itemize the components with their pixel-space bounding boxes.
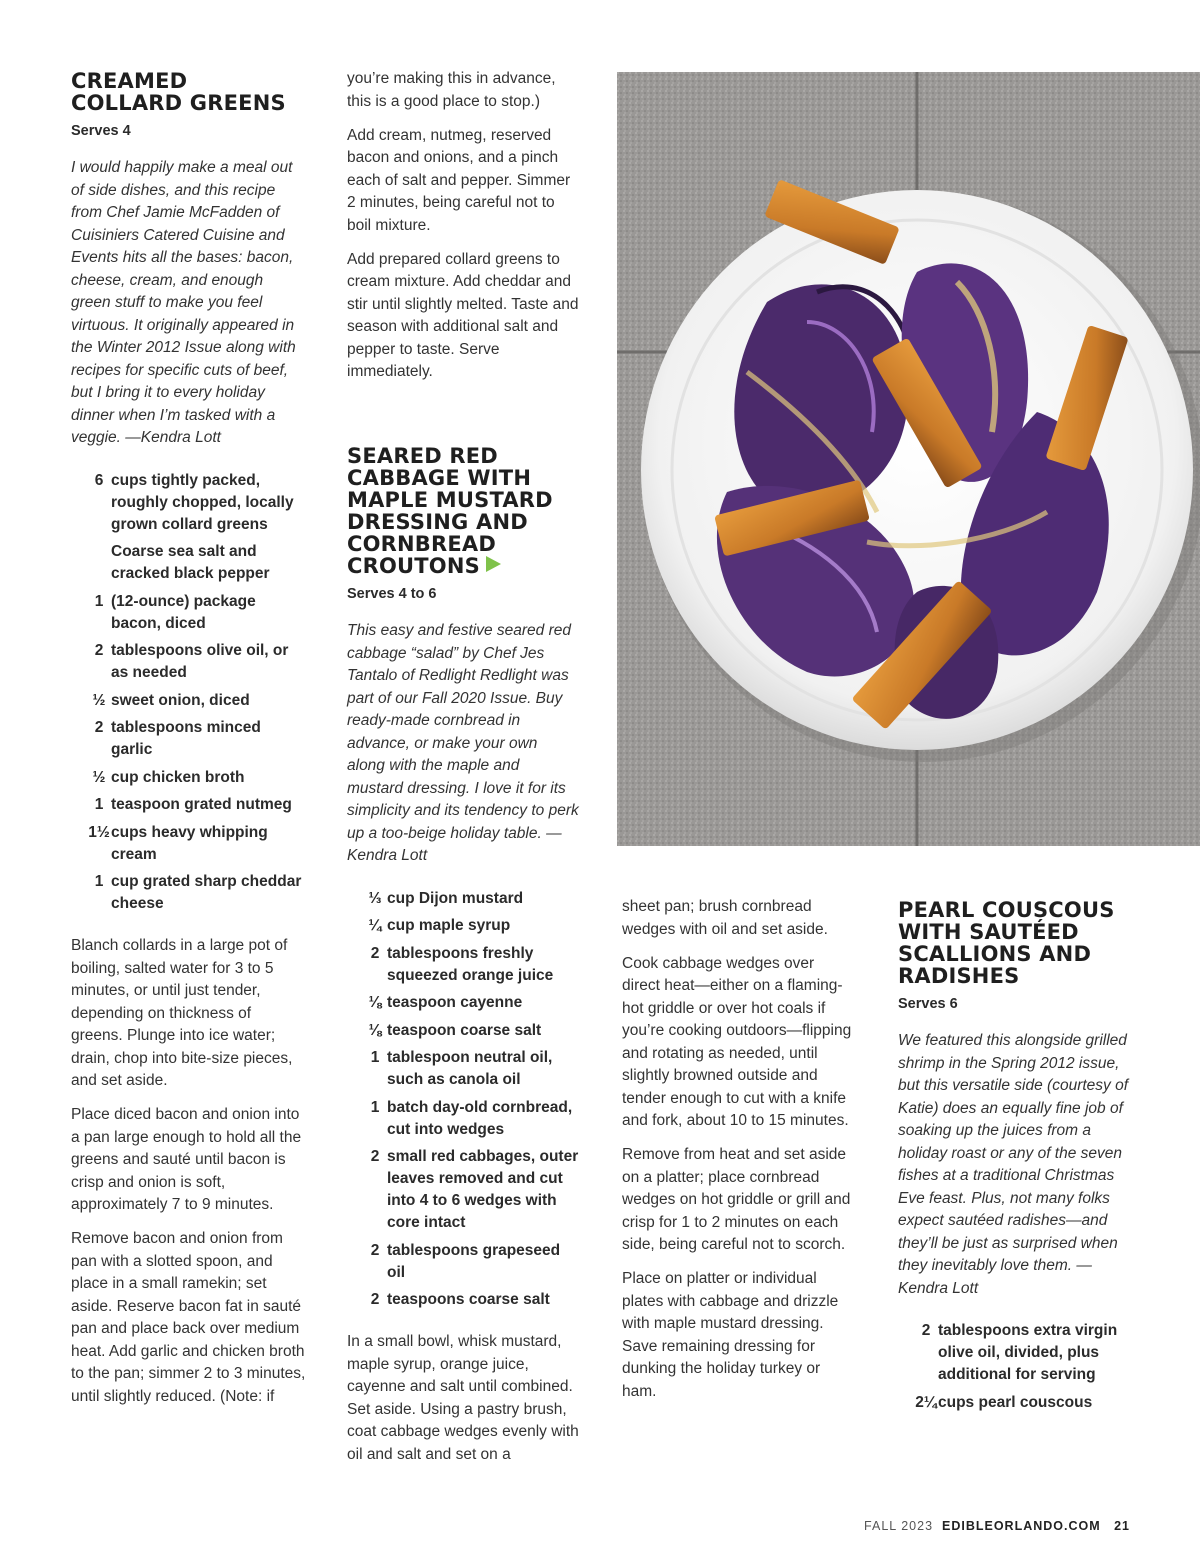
ingredient-text: tablespoons minced garlic bbox=[111, 719, 261, 758]
ingredient-text: teaspoons coarse salt bbox=[387, 1291, 550, 1308]
ingredient-item bbox=[71, 470, 306, 536]
ingredient-quantity: 6 bbox=[94, 471, 104, 489]
ingredient-item bbox=[71, 822, 306, 866]
ingredient-text: sweet onion, diced bbox=[111, 691, 250, 709]
ingredient-quantity: 2 bbox=[921, 1322, 931, 1339]
ingredient-item bbox=[347, 1289, 579, 1311]
serves-label: Serves 4 bbox=[71, 123, 131, 139]
column-three bbox=[622, 896, 854, 1415]
instruction-paragraph: Remove bacon and onion from pan with a slotted spoon, and place in a small ramekin; set aside. Reserve bacon fat in sauté pan and place back over medium heat. Add garlic and chicken broth to the pan; simmer 2 to 3 minutes, until slightly reduced. (Note: if bbox=[71, 1230, 306, 1405]
ingredient-quantity: 2 bbox=[94, 642, 104, 659]
ingredient-quantity: 2¼ bbox=[915, 1393, 937, 1411]
instruction-paragraph: Blanch collards in a large pot of boiling, salted water for 3 to 5 minutes, or until just tender, depending on thickness of greens. Plunge into ice water; drain, chop into bite-size pieces, and set aside. bbox=[71, 937, 293, 1089]
instruction-paragraph: Add cream, nutmeg, reserved bacon and onions, and a pinch each of salt and pepper. Simmer 2 minutes, being careful not to boil mixture. bbox=[347, 126, 571, 234]
ingredient-text: cups heavy whipping cream bbox=[111, 823, 268, 863]
ingredient-item bbox=[347, 992, 579, 1014]
recipe-title: PEARL COUSCOUS WITH SAUTÉED SCALLIONS AND RADISHES bbox=[898, 898, 1115, 988]
site-label: EDIBLEORLANDO.COM bbox=[942, 1519, 1101, 1533]
ingredient-quantity: 1 bbox=[94, 796, 104, 813]
ingredient-text: tablespoons freshly squeezed orange juice bbox=[387, 944, 554, 984]
issue-label: FALL 2023 bbox=[864, 1519, 934, 1533]
recipe-steps bbox=[347, 1331, 579, 1466]
ingredient-text: tablespoon neutral oil, such as canola oil bbox=[387, 1049, 553, 1088]
ingredient-item bbox=[347, 1146, 579, 1234]
play-arrow-icon bbox=[486, 556, 501, 572]
ingredient-item bbox=[898, 1320, 1136, 1386]
ingredient-text: tablespoons grapeseed oil bbox=[387, 1241, 561, 1281]
instruction-paragraph: In a small bowl, whisk mustard, maple syrup, orange juice, cayenne and salt until combined. Set aside. Using a pastry brush, coat cabbage wedges evenly with oil and salt and set on a bbox=[347, 1333, 579, 1463]
ingredient-text: cup Dijon mustard bbox=[387, 889, 524, 907]
recipe-steps bbox=[71, 935, 306, 1408]
ingredient-item bbox=[347, 943, 579, 987]
ingredient-item bbox=[347, 1240, 579, 1284]
ingredient-quantity: 1 bbox=[370, 1049, 380, 1066]
ingredient-quantity: ⅓ bbox=[368, 889, 382, 907]
recipe-intro: We featured this alongside grilled shrimp in the Spring 2012 issue, but this versatile side (courtesy of Katie) does an equally fine job of soaking up the juices from a holiday roast or any of the seven fishes at a traditional Christmas Eve feast. Plus, not many folks expect sautéed radishes—and they’ll be just as surprised when they inevitably love them. —Kendra Lott bbox=[898, 1032, 1129, 1297]
recipe-creamed-collard-greens bbox=[71, 70, 306, 1420]
ingredient-quantity: 2 bbox=[94, 719, 104, 736]
ingredient-text: (12-ounce) package bacon, diced bbox=[111, 592, 256, 632]
recipe-steps-continued bbox=[622, 896, 854, 1403]
ingredient-quantity: ⅛ bbox=[368, 1021, 382, 1039]
ingredient-item bbox=[347, 1020, 579, 1042]
ingredient-text: teaspoon grated nutmeg bbox=[111, 796, 292, 813]
ingredient-text: teaspoon cayenne bbox=[387, 994, 523, 1011]
ingredient-item bbox=[347, 1047, 579, 1091]
ingredient-item bbox=[347, 888, 579, 910]
instruction-paragraph: Add prepared collard greens to cream mixture. Add cheddar and stir until slightly melted. Taste and season with additional salt and pepper to taste. Serve immediately. bbox=[347, 250, 579, 380]
ingredient-quantity bbox=[71, 541, 111, 585]
ingredient-text: cups tightly packed, roughly chopped, locally grown collard greens bbox=[111, 471, 294, 533]
ingredient-item bbox=[898, 1392, 1136, 1414]
ingredient-item bbox=[71, 591, 306, 635]
ingredient-text: cup chicken broth bbox=[111, 768, 245, 786]
ingredient-text: small red cabbages, outer leaves removed and cut into 4 to 6 wedges with core intact bbox=[387, 1148, 579, 1231]
ingredient-text: batch day-old cornbread, cut into wedges bbox=[387, 1098, 573, 1138]
ingredient-list bbox=[347, 888, 579, 1312]
recipe-intro: I would happily make a meal out of side dishes, and this recipe from Chef Jamie McFadden of Cuisiniers Catered Cuisine and Events hits all the bases: bacon, cheese, cream, and enough green stuff to make you feel virtuous. It originally appeared in the Winter 2012 Issue along with recipes for specific cuts of beef, but I bring it to every holiday dinner when I’m tasked with a veggie. —Kendra Lott bbox=[71, 159, 296, 446]
ingredient-item bbox=[71, 717, 306, 761]
ingredient-quantity: ¼ bbox=[368, 917, 382, 934]
ingredient-list bbox=[71, 470, 306, 916]
ingredient-quantity: 2 bbox=[370, 1291, 380, 1308]
ingredient-item bbox=[71, 690, 306, 712]
ingredient-quantity: 2 bbox=[370, 944, 380, 962]
ingredient-quantity: 1 bbox=[94, 592, 104, 610]
ingredient-text: cup grated sharp cheddar cheese bbox=[111, 873, 302, 912]
ingredient-item bbox=[71, 640, 306, 684]
ingredient-item bbox=[71, 871, 306, 915]
recipe-title: SEARED RED CABBAGE WITH MAPLE MUSTARD DRESSING AND CORNBREAD CROUTONS bbox=[347, 444, 553, 578]
ingredient-quantity: 1 bbox=[370, 1098, 380, 1116]
ingredient-item bbox=[71, 767, 306, 789]
page-number: 21 bbox=[1114, 1519, 1130, 1533]
ingredient-text: tablespoons extra virgin olive oil, divided, plus additional for serving bbox=[938, 1322, 1118, 1383]
ingredient-quantity: 1 bbox=[94, 873, 104, 890]
ingredient-text: tablespoons olive oil, or as needed bbox=[111, 642, 289, 681]
ingredient-item bbox=[347, 915, 579, 937]
ingredient-quantity: 1½ bbox=[88, 823, 110, 841]
instruction-paragraph: Place on platter or individual plates with cabbage and drizzle with maple mustard dressing. Save remaining dressing for dunking the holiday turkey or ham. bbox=[622, 1270, 839, 1400]
instruction-paragraph: sheet pan; brush cornbread wedges with oil and set aside. bbox=[622, 898, 828, 938]
ingredient-quantity: ½ bbox=[92, 768, 106, 786]
ingredient-quantity: 2 bbox=[370, 1148, 380, 1165]
ingredient-text: Coarse sea salt and cracked black pepper bbox=[111, 543, 270, 582]
ingredient-quantity: 2 bbox=[370, 1241, 380, 1259]
serves-label: Serves 4 to 6 bbox=[347, 586, 437, 602]
instruction-paragraph: Remove from heat and set aside on a platter; place cornbread wedges on hot griddle or grill and crisp for 1 to 2 minutes on each side, being careful not to scorch. bbox=[622, 1146, 851, 1253]
ingredient-item bbox=[347, 1097, 579, 1141]
column-two bbox=[347, 68, 579, 1478]
ingredient-text: teaspoon coarse salt bbox=[387, 1021, 542, 1039]
seared-cabbage-photo bbox=[617, 72, 1200, 846]
recipe-pearl-couscous bbox=[898, 899, 1136, 1434]
ingredient-text: cup maple syrup bbox=[387, 917, 511, 934]
recipe-title: CREAMED COLLARD GREENS bbox=[71, 69, 286, 115]
instruction-paragraph: Cook cabbage wedges over direct heat—either on a flaming-hot griddle or over hot coals if you’re cooking outdoors—flipping and rotating as needed, until slightly browned outside and tender enough to cut with a knife and fork, about 10 to 15 minutes. bbox=[622, 954, 852, 1129]
serves-label: Serves 6 bbox=[898, 996, 958, 1012]
instruction-paragraph: you’re making this in advance, this is a good place to stop.) bbox=[347, 70, 556, 110]
instruction-paragraph: Place diced bacon and onion into a pan large enough to hold all the greens and sauté until bacon is crisp and onion is soft, approximately 7 to 9 minutes. bbox=[71, 1106, 302, 1213]
recipe-intro: This easy and festive seared red cabbage “salad” by Chef Jes Tantalo of Redlight Redlight was part of our Fall 2020 Issue. Buy ready-made cornbread in advance, or make your own along with the maple and mustard dressing. I love it for its simplicity and its tendency to perk up a too-beige holiday table. —Kendra Lott bbox=[347, 622, 579, 864]
ingredient-item bbox=[71, 541, 306, 585]
ingredient-item bbox=[71, 794, 306, 816]
ingredient-quantity: ⅛ bbox=[368, 994, 382, 1011]
ingredient-list bbox=[898, 1320, 1136, 1414]
ingredient-quantity: ½ bbox=[92, 691, 106, 709]
recipe-steps-continued bbox=[347, 68, 579, 384]
ingredient-text: cups pearl couscous bbox=[938, 1393, 1093, 1411]
page-footer bbox=[864, 1519, 1130, 1533]
